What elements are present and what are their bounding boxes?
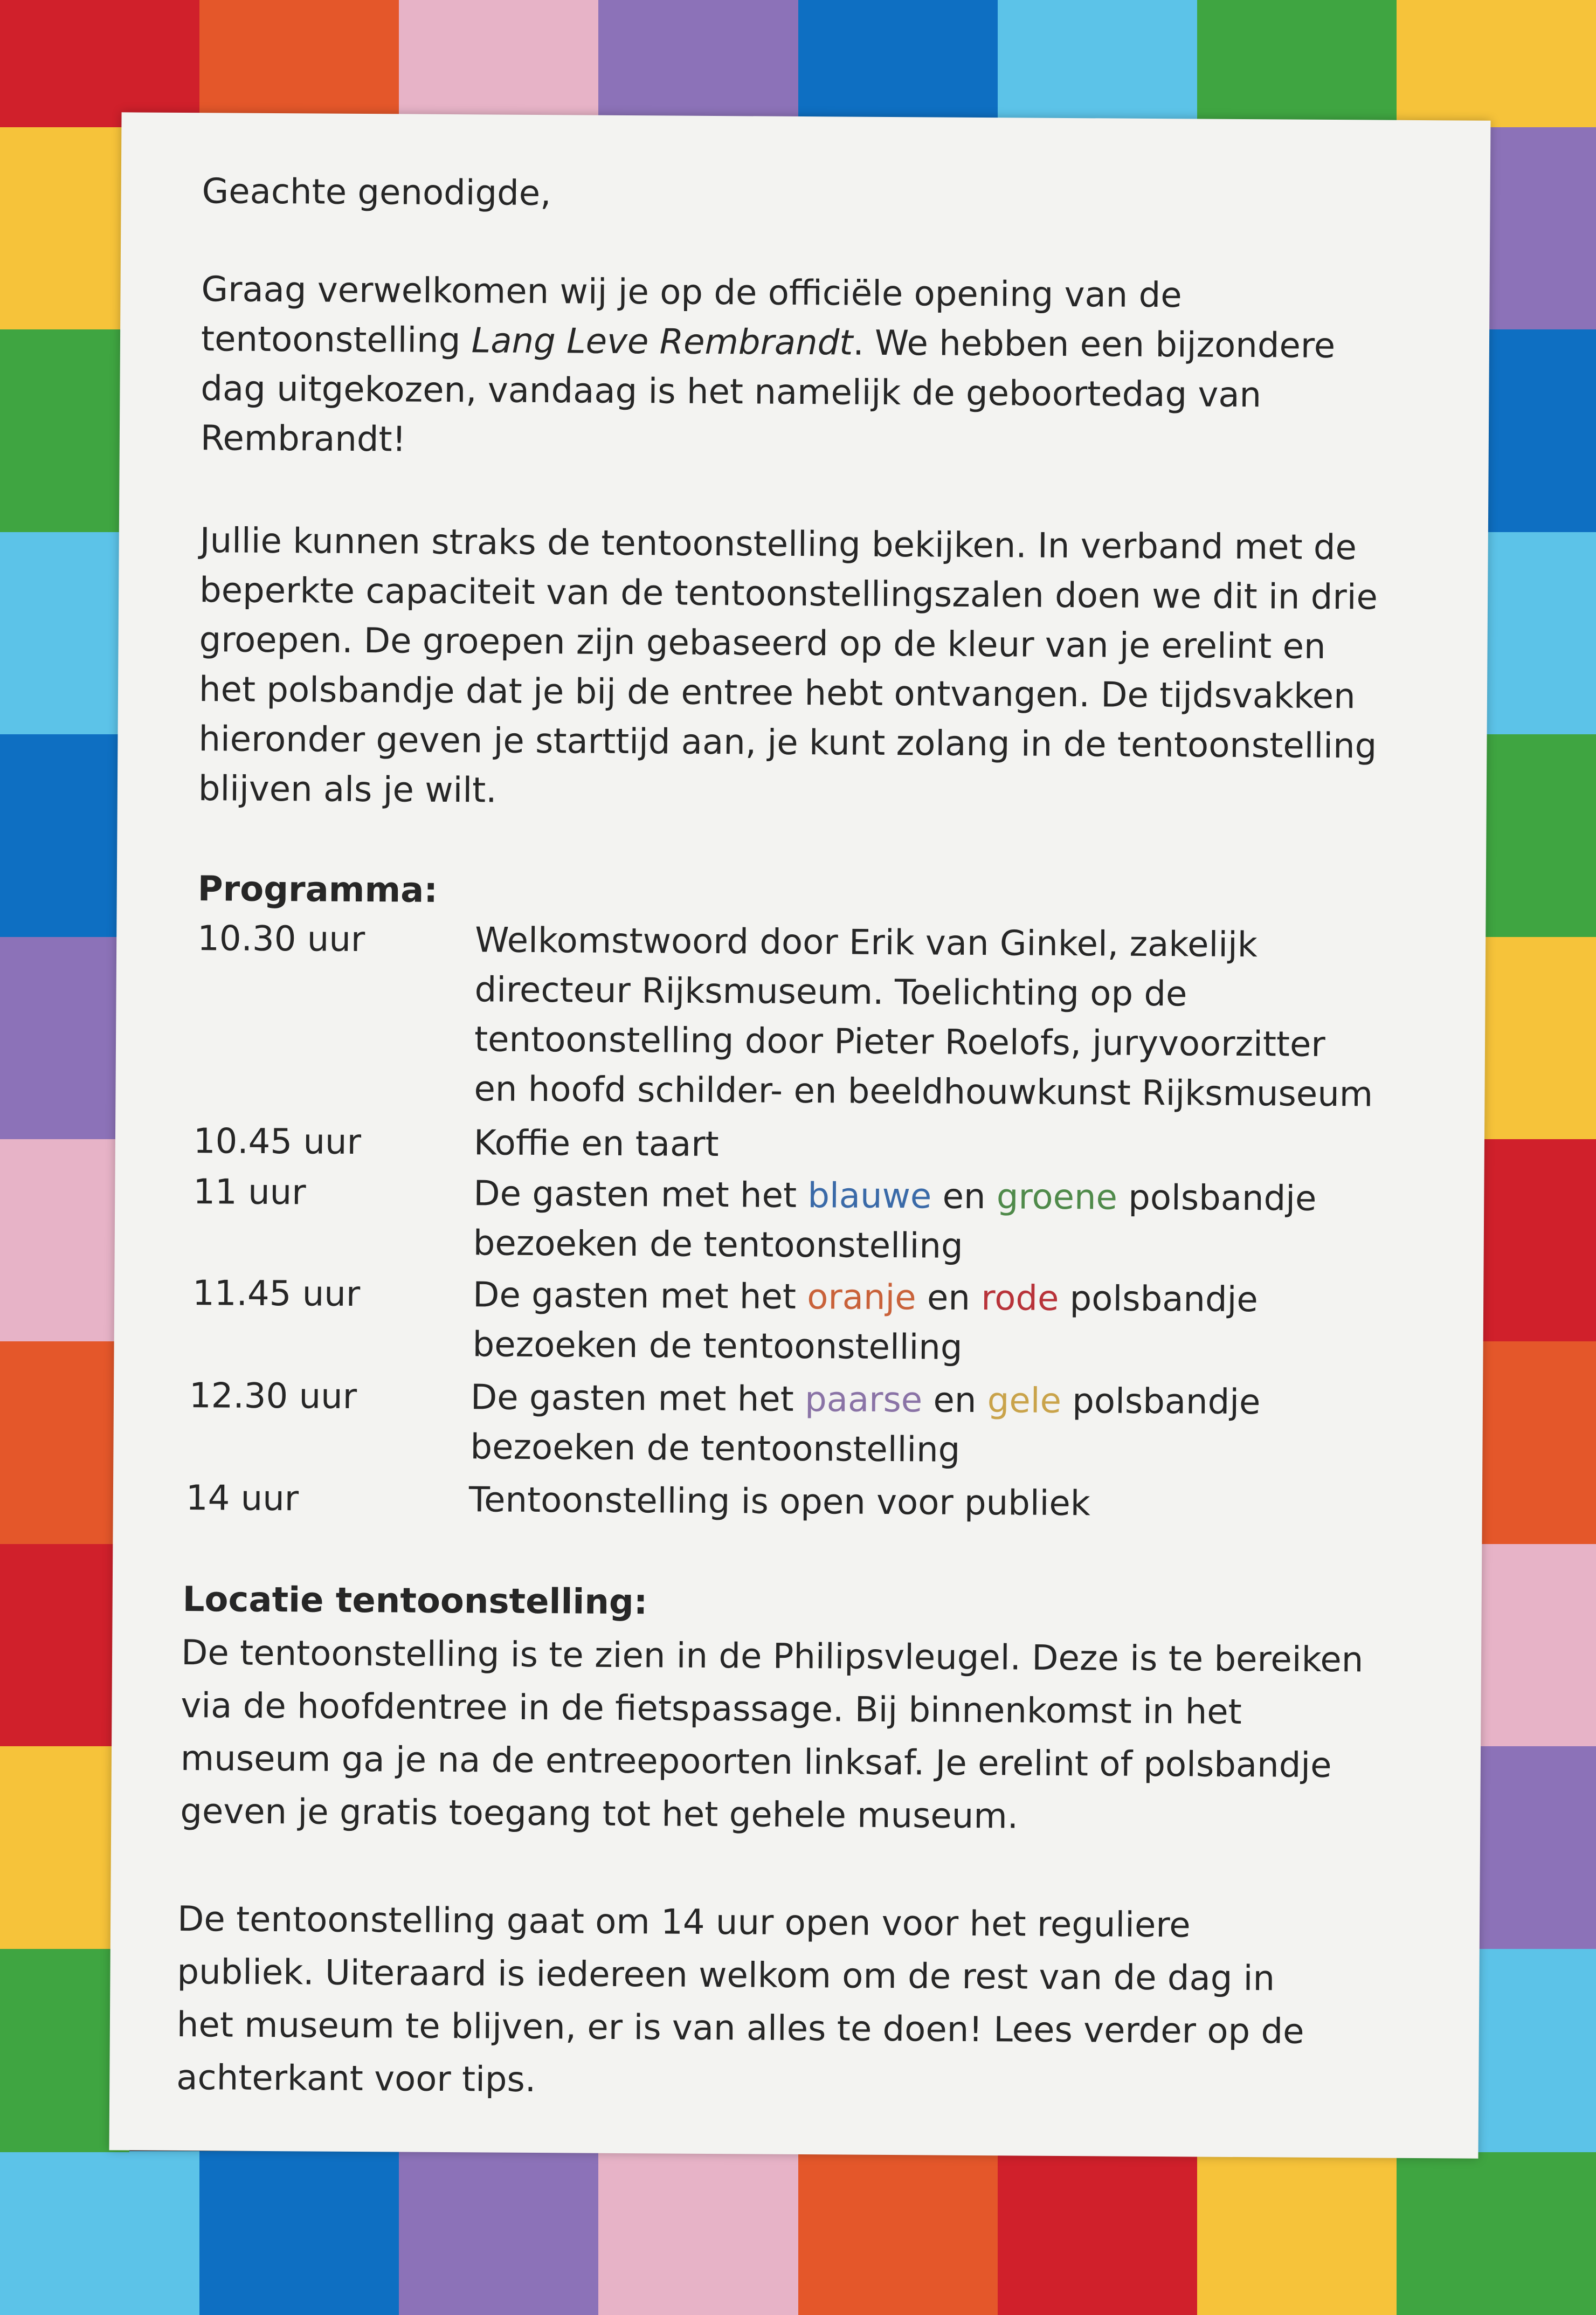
- border-tile: [0, 127, 129, 330]
- wristband-color-green: groene: [996, 1177, 1118, 1218]
- wristband-color-purple: paarse: [804, 1380, 923, 1421]
- intro-line: Graag verwelkomen wij je op de officiële opening van de: [201, 270, 1182, 316]
- border-tile: [399, 2151, 599, 2315]
- border-tile: [1467, 1544, 1596, 1747]
- groups-line: groepen. De groepen zijn gebaseerd op de kleur van je erelint en: [199, 620, 1326, 667]
- groups-paragraph: [198, 516, 1418, 821]
- border-tile: [1467, 937, 1596, 1140]
- border-tile: [0, 1746, 129, 1949]
- border-tile: [1197, 2151, 1398, 2315]
- closing-paragraph: De tentoonstelling gaat om 14 uur open voor het reguliere publiek. Uiteraard is iedereen welkom om de rest van de dag in het museum te blijven, er is van alles te doen! Lees verder op de achterkant voor tips.: [176, 1899, 1304, 2100]
- intro-line: tentoonstelling Lang Leve Rembrandt. We hebben een bijzondere: [201, 319, 1336, 367]
- wristband-color-orange: oranje: [807, 1277, 916, 1318]
- border-tile: [399, 0, 599, 127]
- wristband-color-red: rode: [981, 1278, 1059, 1319]
- groups-line: beperkte capaciteit van de tentoonstellingszalen doen we dit in drie: [199, 570, 1378, 618]
- border-tile: [199, 0, 400, 127]
- border-tile: [1467, 1341, 1596, 1545]
- programma-time: 10.30 uur: [197, 919, 365, 960]
- salutation: Geachte genodigde,: [202, 171, 551, 214]
- border-tile: [0, 329, 129, 533]
- border-tile: [1467, 1139, 1596, 1342]
- border-tile: [1467, 1746, 1596, 1949]
- border-tile: [598, 0, 799, 127]
- programma-time: 12.30 uur: [189, 1376, 357, 1417]
- border-tile: [998, 2151, 1198, 2315]
- intro-line: dag uitgekozen, vandaag is het namelijk de geboortedag van: [201, 369, 1262, 416]
- border-tile: [0, 0, 201, 127]
- programma-heading: Programma:: [197, 869, 438, 911]
- wristband-color-blue: blauwe: [807, 1176, 932, 1217]
- locatie-paragraph: De tentoonstelling is te zien in de Philipsvleugel. Deze is te bereiken via de hoofdentree in de fietspassage. Bij binnenkomst in het museum ga je na de entreepoorten linksaf. Je erelint of polsbandje geven je gratis toegang tot het gehele museum.: [180, 1633, 1364, 1837]
- programma-time: 11.45 uur: [192, 1273, 361, 1315]
- border-tile: [1467, 1949, 1596, 2152]
- border-tile: [598, 2151, 799, 2315]
- border-tile: [1197, 0, 1398, 127]
- border-tile: [199, 2151, 400, 2315]
- programma-time: 14 uur: [185, 1478, 299, 1519]
- intro-paragraph: [201, 265, 1420, 471]
- border-tile: [0, 1341, 129, 1545]
- intro-line: Rembrandt!: [200, 418, 406, 460]
- invitation-card: [109, 112, 1490, 2158]
- groups-line: blijven als je wilt.: [198, 769, 497, 811]
- border-tile: [0, 1544, 129, 1747]
- groups-line: Jullie kunnen straks de tentoonstelling bekijken. In verband met de: [199, 521, 1357, 568]
- border-tile: [0, 2151, 201, 2315]
- groups-line: het polsbandje dat je bij de entree hebt ontvangen. De tijdsvakken: [198, 670, 1356, 717]
- programma-description: Tentoonstelling is open voor publiek: [468, 1480, 1091, 1524]
- border-tile: [0, 937, 129, 1140]
- locatie-heading: Locatie tentoonstelling:: [182, 1580, 648, 1623]
- border-tile: [1397, 2151, 1596, 2315]
- border-tile: [1397, 0, 1596, 127]
- programma-description: Welkomstwoord door Erik van Ginkel, zakelijk directeur Rijksmuseum. Toelichting op de tentoonstelling door Pieter Roelofs, juryvoorzitter en hoofd schilder- en beeldhouwkunst Rijksmuseum: [474, 920, 1373, 1115]
- programma-time: 11 uur: [193, 1172, 306, 1213]
- wristband-color-yellow: gele: [987, 1381, 1062, 1421]
- programma-description: De gasten met het oranje en rode polsbandje bezoeken de tentoonstelling: [472, 1275, 1259, 1368]
- border-tile: [0, 1139, 129, 1342]
- programma-description: De gasten met het paarse en gele polsbandje bezoeken de tentoonstelling: [470, 1377, 1261, 1470]
- exhibition-title: Lang Leve Rembrandt: [471, 321, 853, 363]
- border-tile: [0, 532, 129, 735]
- groups-line: hieronder geven je starttijd aan, je kunt zolang in de tentoonstelling: [198, 719, 1377, 767]
- border-tile: [998, 0, 1198, 127]
- programma-description: Koffie en taart: [473, 1123, 719, 1165]
- programma-description: De gasten met het blauwe en groene polsbandje bezoeken de tentoonstelling: [473, 1174, 1317, 1266]
- border-tile: [0, 734, 129, 938]
- border-tile: [798, 0, 999, 127]
- border-tile: [798, 2151, 999, 2315]
- programma-time: 10.45 uur: [193, 1121, 362, 1163]
